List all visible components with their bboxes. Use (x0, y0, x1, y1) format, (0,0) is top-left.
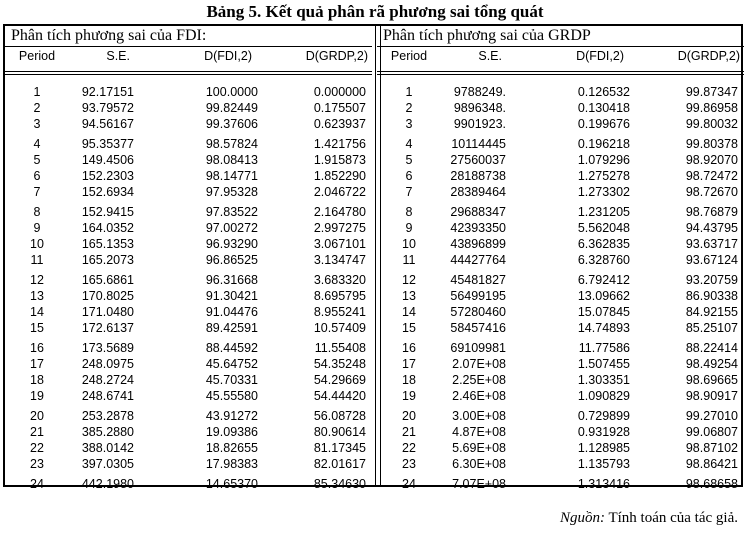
cell-d-grdp: 98.90917 (685, 389, 738, 403)
table-row (377, 236, 744, 252)
cell-period: 23 (30, 457, 44, 471)
cell-d-grdp: 98.72472 (685, 169, 738, 183)
cell-d-grdp: 98.86421 (685, 457, 738, 471)
cell-se: 69109981 (450, 341, 506, 355)
cell-se: 152.9415 (81, 205, 134, 219)
cell-d-fdi: 14.74893 (577, 321, 630, 335)
cell-d-grdp: 85.34630 (313, 477, 366, 491)
cell-d-fdi: 13.09662 (577, 289, 630, 303)
cell-d-fdi: 98.57824 (205, 137, 258, 151)
cell-d-grdp: 0.175507 (313, 101, 366, 115)
cell-period: 13 (402, 289, 416, 303)
cell-d-fdi: 18.82655 (205, 441, 258, 455)
table-row (377, 252, 744, 268)
cell-d-fdi: 0.126532 (577, 85, 630, 99)
cell-se: 42393350 (450, 221, 506, 235)
cell-d-grdp: 10.57409 (313, 321, 366, 335)
table-row (5, 116, 372, 132)
header-se: S.E. (106, 49, 130, 63)
cell-period: 1 (405, 85, 413, 99)
cell-d-grdp: 82.01617 (313, 457, 366, 471)
cell-period: 22 (402, 441, 416, 455)
table-row (377, 440, 744, 456)
cell-d-grdp: 84.92155 (685, 305, 738, 319)
cell-d-fdi: 1.273302 (577, 185, 630, 199)
cell-d-fdi: 11.77586 (578, 341, 630, 355)
table-row (5, 388, 372, 404)
cell-se: 2.46E+08 (452, 389, 506, 403)
cell-d-grdp: 98.69665 (685, 373, 738, 387)
cell-se: 173.5689 (81, 341, 134, 355)
cell-period: 6 (405, 169, 413, 183)
cell-period: 16 (30, 341, 44, 355)
cell-se: 45481827 (450, 273, 506, 287)
cell-d-fdi: 45.70331 (205, 373, 258, 387)
cell-period: 7 (405, 185, 413, 199)
table-row (5, 408, 372, 424)
cell-d-grdp: 98.49254 (685, 357, 738, 371)
table-row (5, 424, 372, 440)
cell-period: 9 (33, 221, 41, 235)
source-label: Nguồn: (559, 510, 605, 526)
cell-period: 3 (405, 117, 413, 131)
table-row (5, 184, 372, 200)
cell-se: 9896348. (453, 101, 506, 115)
header-period: Period (18, 49, 56, 63)
table-row (5, 356, 372, 372)
cell-d-grdp: 54.35248 (313, 357, 366, 371)
cell-period: 12 (402, 273, 416, 287)
cell-d-grdp: 1.852290 (313, 169, 366, 183)
cell-se: 388.0142 (81, 441, 134, 455)
cell-d-fdi: 6.792412 (577, 273, 630, 287)
cell-period: 23 (402, 457, 416, 471)
cell-d-fdi: 97.95328 (205, 185, 258, 199)
cell-d-grdp: 54.44420 (313, 389, 366, 403)
cell-d-fdi: 14.65370 (205, 477, 258, 491)
cell-period: 21 (402, 425, 416, 439)
cell-d-grdp: 99.80032 (685, 117, 738, 131)
cell-se: 171.0480 (81, 305, 134, 319)
table-row (5, 456, 372, 472)
cell-se: 28389464 (450, 185, 506, 199)
cell-se: 56499195 (450, 289, 506, 303)
table-row (5, 204, 372, 220)
cell-d-fdi: 1.313416 (577, 477, 630, 491)
cell-d-grdp: 0.000000 (313, 85, 366, 99)
table-row (377, 220, 744, 236)
cell-period: 24 (402, 477, 416, 491)
table-row (377, 408, 744, 424)
cell-se: 3.00E+08 (452, 409, 506, 423)
cell-se: 152.6934 (81, 185, 134, 199)
cell-d-fdi: 96.31668 (205, 273, 258, 287)
table-row (377, 116, 744, 132)
cell-d-grdp: 54.29669 (313, 373, 366, 387)
cell-d-fdi: 88.44592 (205, 341, 258, 355)
cell-d-fdi: 96.86525 (205, 253, 258, 267)
table-row (5, 272, 372, 288)
table-row (5, 220, 372, 236)
cell-se: 253.2878 (81, 409, 134, 423)
cell-period: 8 (33, 205, 41, 219)
cell-d-fdi: 19.09386 (205, 425, 258, 439)
cell-d-fdi: 97.83522 (205, 205, 258, 219)
cell-se: 170.8025 (81, 289, 134, 303)
cell-d-fdi: 1.275278 (577, 169, 630, 183)
cell-d-fdi: 0.199676 (577, 117, 630, 131)
cell-period: 6 (33, 169, 41, 183)
cell-se: 6.30E+08 (452, 457, 506, 471)
cell-period: 15 (402, 321, 416, 335)
cell-se: 152.2303 (81, 169, 134, 183)
cell-d-fdi: 43.91272 (205, 409, 258, 423)
cell-period: 18 (402, 373, 416, 387)
cell-d-fdi: 17.98383 (205, 457, 258, 471)
table-row (377, 136, 744, 152)
table-row (5, 136, 372, 152)
cell-se: 248.0975 (81, 357, 134, 371)
cell-period: 10 (30, 237, 44, 251)
grdp-panel (377, 26, 744, 491)
table-row (5, 252, 372, 268)
cell-d-grdp: 1.915873 (313, 153, 366, 167)
table-row (377, 100, 744, 116)
cell-period: 24 (30, 477, 44, 491)
cell-d-grdp: 86.90338 (685, 289, 738, 303)
table-row (377, 320, 744, 336)
table-row (5, 168, 372, 184)
cell-d-grdp: 99.27010 (685, 409, 738, 423)
table-row (5, 236, 372, 252)
cell-se: 164.0352 (81, 221, 134, 235)
header-rule-bottom-1 (5, 71, 372, 72)
table-row (377, 84, 744, 100)
cell-se: 44427764 (450, 253, 506, 267)
table-row (377, 204, 744, 220)
cell-period: 14 (402, 305, 416, 319)
cell-d-grdp: 0.623937 (313, 117, 366, 131)
cell-se: 165.2073 (81, 253, 134, 267)
cell-d-grdp: 98.87102 (685, 441, 738, 455)
table-row (5, 320, 372, 336)
table-row (5, 440, 372, 456)
cell-d-grdp: 85.25107 (685, 321, 738, 335)
cell-se: 29688347 (450, 205, 506, 219)
cell-d-fdi: 0.729899 (577, 409, 630, 423)
cell-period: 22 (30, 441, 44, 455)
cell-d-grdp: 2.997275 (313, 221, 366, 235)
cell-d-fdi: 5.562048 (577, 221, 630, 235)
cell-d-grdp: 2.046722 (313, 185, 366, 199)
cell-se: 58457416 (450, 321, 506, 335)
cell-d-grdp: 99.80378 (685, 137, 738, 151)
cell-d-fdi: 91.04476 (205, 305, 258, 319)
cell-period: 3 (33, 117, 41, 131)
cell-d-fdi: 1.231205 (577, 205, 630, 219)
cell-d-fdi: 0.130418 (577, 101, 630, 115)
cell-period: 11 (30, 253, 44, 267)
table-row (377, 184, 744, 200)
table-row (377, 356, 744, 372)
cell-se: 95.35377 (81, 137, 134, 151)
cell-d-fdi: 1.303351 (577, 373, 630, 387)
cell-d-grdp: 8.695795 (313, 289, 366, 303)
table-row (377, 272, 744, 288)
cell-d-grdp: 88.22414 (685, 341, 738, 355)
cell-period: 20 (402, 409, 416, 423)
cell-d-grdp: 56.08728 (313, 409, 366, 423)
header-row (377, 47, 744, 65)
cell-se: 9788249. (453, 85, 506, 99)
table-row (377, 340, 744, 356)
source-text: Tính toán của tác giả. (604, 510, 738, 526)
cell-d-fdi: 1.507455 (577, 357, 630, 371)
cell-se: 28188738 (450, 169, 506, 183)
cell-d-grdp: 8.955241 (313, 305, 366, 319)
table-row (377, 304, 744, 320)
cell-se: 10114445 (451, 137, 506, 151)
cell-d-fdi: 97.00272 (205, 221, 258, 235)
header-se: S.E. (478, 49, 502, 63)
cell-d-fdi: 6.328760 (577, 253, 630, 267)
cell-se: 5.69E+08 (452, 441, 506, 455)
cell-se: 43896899 (450, 237, 506, 251)
cell-d-grdp: 1.421756 (313, 137, 366, 151)
cell-period: 14 (30, 305, 44, 319)
cell-se: 27560037 (450, 153, 506, 167)
cell-period: 5 (405, 153, 413, 167)
cell-period: 16 (402, 341, 416, 355)
cell-se: 442.1980 (81, 477, 134, 491)
cell-period: 13 (30, 289, 44, 303)
cell-d-grdp: 3.134747 (313, 253, 366, 267)
cell-se: 93.79572 (81, 101, 134, 115)
panel-title: Phân tích phương sai của GRDP (383, 27, 591, 44)
cell-se: 172.6137 (81, 321, 134, 335)
cell-d-fdi: 98.08413 (205, 153, 258, 167)
cell-se: 248.6741 (81, 389, 134, 403)
cell-d-grdp: 99.06807 (685, 425, 738, 439)
cell-d-fdi: 0.196218 (577, 137, 630, 151)
table-row (5, 100, 372, 116)
cell-period: 19 (402, 389, 416, 403)
cell-period: 10 (402, 237, 416, 251)
cell-d-grdp: 2.164780 (313, 205, 366, 219)
cell-se: 9901923. (453, 117, 506, 131)
table-row (377, 288, 744, 304)
header-d-fdi: D(FDI,2) (204, 49, 252, 63)
cell-se: 57280460 (450, 305, 506, 319)
cell-d-fdi: 99.37606 (205, 117, 258, 131)
cell-d-fdi: 1.079296 (577, 153, 630, 167)
cell-period: 17 (402, 357, 416, 371)
table-row (377, 456, 744, 472)
cell-d-fdi: 1.128985 (577, 441, 630, 455)
table-row (377, 152, 744, 168)
cell-d-grdp: 3.067101 (313, 237, 366, 251)
cell-period: 12 (30, 273, 44, 287)
cell-se: 4.87E+08 (452, 425, 506, 439)
cell-se: 2.07E+08 (452, 357, 506, 371)
cell-d-grdp: 80.90614 (313, 425, 366, 439)
cell-d-fdi: 6.362835 (577, 237, 630, 251)
header-rule-bottom-2 (5, 74, 372, 75)
cell-d-fdi: 45.64752 (205, 357, 258, 371)
cell-period: 17 (30, 357, 44, 371)
cell-se: 165.6861 (81, 273, 134, 287)
cell-d-fdi: 45.55580 (205, 389, 258, 403)
data-rows (5, 84, 372, 492)
cell-d-fdi: 91.30421 (205, 289, 258, 303)
cell-d-grdp: 98.68658 (685, 477, 738, 491)
table-row (5, 288, 372, 304)
cell-period: 20 (30, 409, 44, 423)
table-row (377, 388, 744, 404)
table-row (5, 152, 372, 168)
table-row (5, 304, 372, 320)
cell-d-fdi: 1.135793 (577, 457, 630, 471)
table-title: Bảng 5. Kết quả phân rã phương sai tổng quát (206, 2, 544, 21)
header-d-fdi: D(FDI,2) (576, 49, 624, 63)
cell-period: 7 (33, 185, 41, 199)
cell-d-grdp: 93.20759 (685, 273, 738, 287)
cell-d-fdi: 96.93290 (205, 237, 258, 251)
cell-period: 2 (405, 101, 413, 115)
cell-period: 4 (405, 137, 413, 151)
fdi-panel (5, 26, 372, 491)
cell-se: 2.25E+08 (452, 373, 506, 387)
header-rule-bottom-1 (377, 71, 744, 72)
panel-title: Phân tích phương sai của FDI: (11, 27, 207, 44)
table-row (5, 476, 372, 492)
header-rule-bottom-2 (377, 74, 744, 75)
cell-d-grdp: 94.43795 (685, 221, 738, 235)
cell-d-grdp: 98.72670 (685, 185, 738, 199)
header-d-grdp: D(GRDP,2) (305, 49, 368, 63)
cell-d-fdi: 1.090829 (577, 389, 630, 403)
cell-d-grdp: 3.683320 (313, 273, 366, 287)
table-row (5, 84, 372, 100)
table-row (377, 476, 744, 492)
cell-period: 11 (402, 253, 416, 267)
cell-period: 21 (30, 425, 44, 439)
cell-d-fdi: 99.82449 (205, 101, 258, 115)
cell-period: 15 (30, 321, 44, 335)
data-rows (377, 84, 744, 492)
cell-d-fdi: 98.14771 (205, 169, 258, 183)
table-row (5, 372, 372, 388)
cell-se: 94.56167 (81, 117, 134, 131)
cell-period: 4 (33, 137, 41, 151)
cell-d-grdp: 98.92070 (685, 153, 738, 167)
variance-decomposition-table (3, 24, 743, 491)
cell-d-fdi: 89.42591 (205, 321, 258, 335)
table-row (377, 424, 744, 440)
cell-d-fdi: 100.0000 (205, 85, 258, 99)
cell-period: 2 (33, 101, 41, 115)
table-row (377, 168, 744, 184)
cell-period: 8 (405, 205, 413, 219)
cell-d-fdi: 15.07845 (577, 305, 630, 319)
source-note (560, 510, 738, 527)
cell-d-grdp: 98.76879 (685, 205, 738, 219)
cell-period: 1 (33, 85, 41, 99)
table-row (5, 340, 372, 356)
cell-se: 397.0305 (81, 457, 134, 471)
cell-period: 5 (33, 153, 41, 167)
cell-period: 19 (30, 389, 44, 403)
header-d-grdp: D(GRDP,2) (677, 49, 740, 63)
cell-period: 18 (30, 373, 44, 387)
cell-d-fdi: 0.931928 (577, 425, 630, 439)
cell-d-grdp: 81.17345 (313, 441, 366, 455)
header-row (5, 47, 372, 65)
header-period: Period (390, 49, 428, 63)
cell-period: 9 (405, 221, 413, 235)
cell-d-grdp: 93.67124 (685, 253, 738, 267)
cell-se: 7.07E+08 (452, 477, 506, 491)
cell-se: 92.17151 (81, 85, 134, 99)
cell-se: 385.2880 (81, 425, 134, 439)
cell-se: 165.1353 (81, 237, 134, 251)
table-row (377, 372, 744, 388)
cell-d-grdp: 99.87347 (685, 85, 738, 99)
cell-d-grdp: 99.86958 (685, 101, 738, 115)
cell-d-grdp: 93.63717 (685, 237, 738, 251)
cell-d-grdp: 11.55408 (314, 341, 366, 355)
cell-se: 149.4506 (81, 153, 134, 167)
cell-se: 248.2724 (81, 373, 134, 387)
